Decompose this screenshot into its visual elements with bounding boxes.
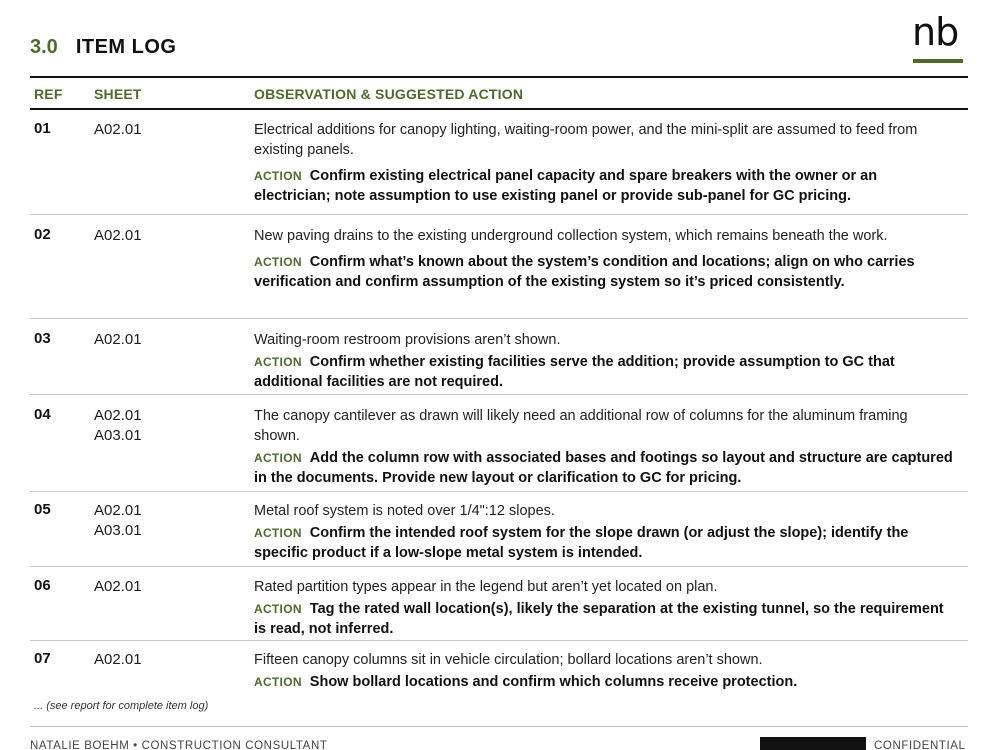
item-body [254,330,954,392]
item-ref: 03 [34,330,51,347]
item-action-text: Confirm the intended roof system for the slope drawn (or adjust the slope); identify the specific product if a low-slope metal system is intended. [254,525,909,561]
item-action-text: Show bollard locations and confirm which columns receive protection. [309,674,798,690]
row-divider [30,214,968,215]
item-sheet: A02.01 [94,331,142,348]
item-action [254,252,954,292]
action-label: ACTION [254,169,302,183]
item-action-text: Add the column row with associated bases and footings so layout and structure are captured in the documents. Provide new layout or clarification to GC for pricing. [254,450,953,486]
item-ref: 05 [34,501,51,518]
item-body [254,577,954,639]
item-observation: New paving drains to the existing underground collection system, which remains beneath the work. [254,228,888,244]
item-action-text: Confirm existing electrical panel capacity and spare breakers with the owner or an electrician; note assumption to use existing panel or provide sub-panel for GC pricing. [254,168,878,204]
item-body [254,406,954,488]
item-sheet: A02.01 [94,502,142,519]
item-observation: Electrical additions for canopy lighting, waiting-room power, and the mini-split are assumed to feed from existing panels. [254,122,918,158]
item-ref: 06 [34,577,51,594]
item-sheet: A02.01 [94,651,142,668]
item-body [254,226,954,292]
item-ref: 01 [34,120,51,137]
section-header [30,36,176,59]
item-sheet: A03.01 [94,427,142,444]
column-header-sheet: SHEET [94,86,142,102]
footer-author: NATALIE BOEHM • CONSTRUCTION CONSULTANT [30,740,328,750]
column-header-observation: OBSERVATION & SUGGESTED ACTION [254,86,524,102]
section-title: ITEM LOG [75,36,177,58]
item-sheet: A03.01 [94,522,142,539]
item-observation: Waiting-room restroom provisions aren’t shown. [254,332,561,348]
item-sheets [94,226,142,246]
footer-rule [30,726,968,727]
item-sheets [94,577,142,597]
item-ref: 02 [34,226,51,243]
header-rule [30,108,968,110]
logo-text: nb [912,10,959,54]
section-number: 3.0 [30,36,58,58]
item-action [254,166,954,206]
item-action-text: Confirm what’s known about the system’s condition and locations; align on who carries verification and confirm assumption of the existing system so it’s priced consistently. [254,254,915,290]
item-sheet: A02.01 [94,407,142,424]
row-divider [30,566,968,567]
column-header-ref: REF [34,86,63,102]
item-body [254,501,954,563]
item-action [254,352,954,392]
logo-underline [913,59,963,63]
action-label: ACTION [254,255,302,269]
item-action [254,448,954,488]
item-action [254,672,954,692]
item-observation: Rated partition types appear in the legend but aren’t yet located on plan. [254,579,718,595]
item-sheets [94,501,142,541]
row-divider [30,491,968,492]
item-action [254,599,954,639]
item-action [254,523,954,563]
action-label: ACTION [254,675,302,689]
item-observation: The canopy cantilever as drawn will likely need an additional row of columns for the aluminum framing shown. [254,408,908,444]
row-divider [30,394,968,395]
footer-confidential: CONFIDENTIAL [874,740,966,750]
item-ref: 07 [34,650,51,667]
item-sheets [94,406,142,446]
row-divider [30,318,968,319]
item-observation: Metal roof system is noted over 1/4":12 slopes. [254,503,555,519]
see-report-note: ... (see report for complete item log) [34,700,209,712]
item-sheets [94,120,142,140]
top-rule [30,76,968,78]
item-observation: Fifteen canopy columns sit in vehicle circulation; bollard locations aren’t shown. [254,652,763,668]
item-body [254,650,954,692]
item-ref: 04 [34,406,51,423]
item-sheets [94,650,142,670]
row-divider [30,640,968,641]
item-sheet: A02.01 [94,227,142,244]
action-label: ACTION [254,526,302,540]
item-action-text: Confirm whether existing facilities serve the addition; provide assumption to GC that additional facilities are not required. [254,354,895,390]
item-body [254,120,954,206]
action-label: ACTION [254,355,302,369]
item-sheet: A02.01 [94,121,142,138]
action-label: ACTION [254,451,302,465]
action-label: ACTION [254,602,302,616]
item-action-text: Tag the rated wall location(s), likely the separation at the existing tunnel, so the requirement is read, not inferred. [254,601,944,637]
item-sheets [94,330,142,350]
nb-logo [912,12,966,66]
footer-black-box [760,737,866,750]
item-sheet: A02.01 [94,578,142,595]
